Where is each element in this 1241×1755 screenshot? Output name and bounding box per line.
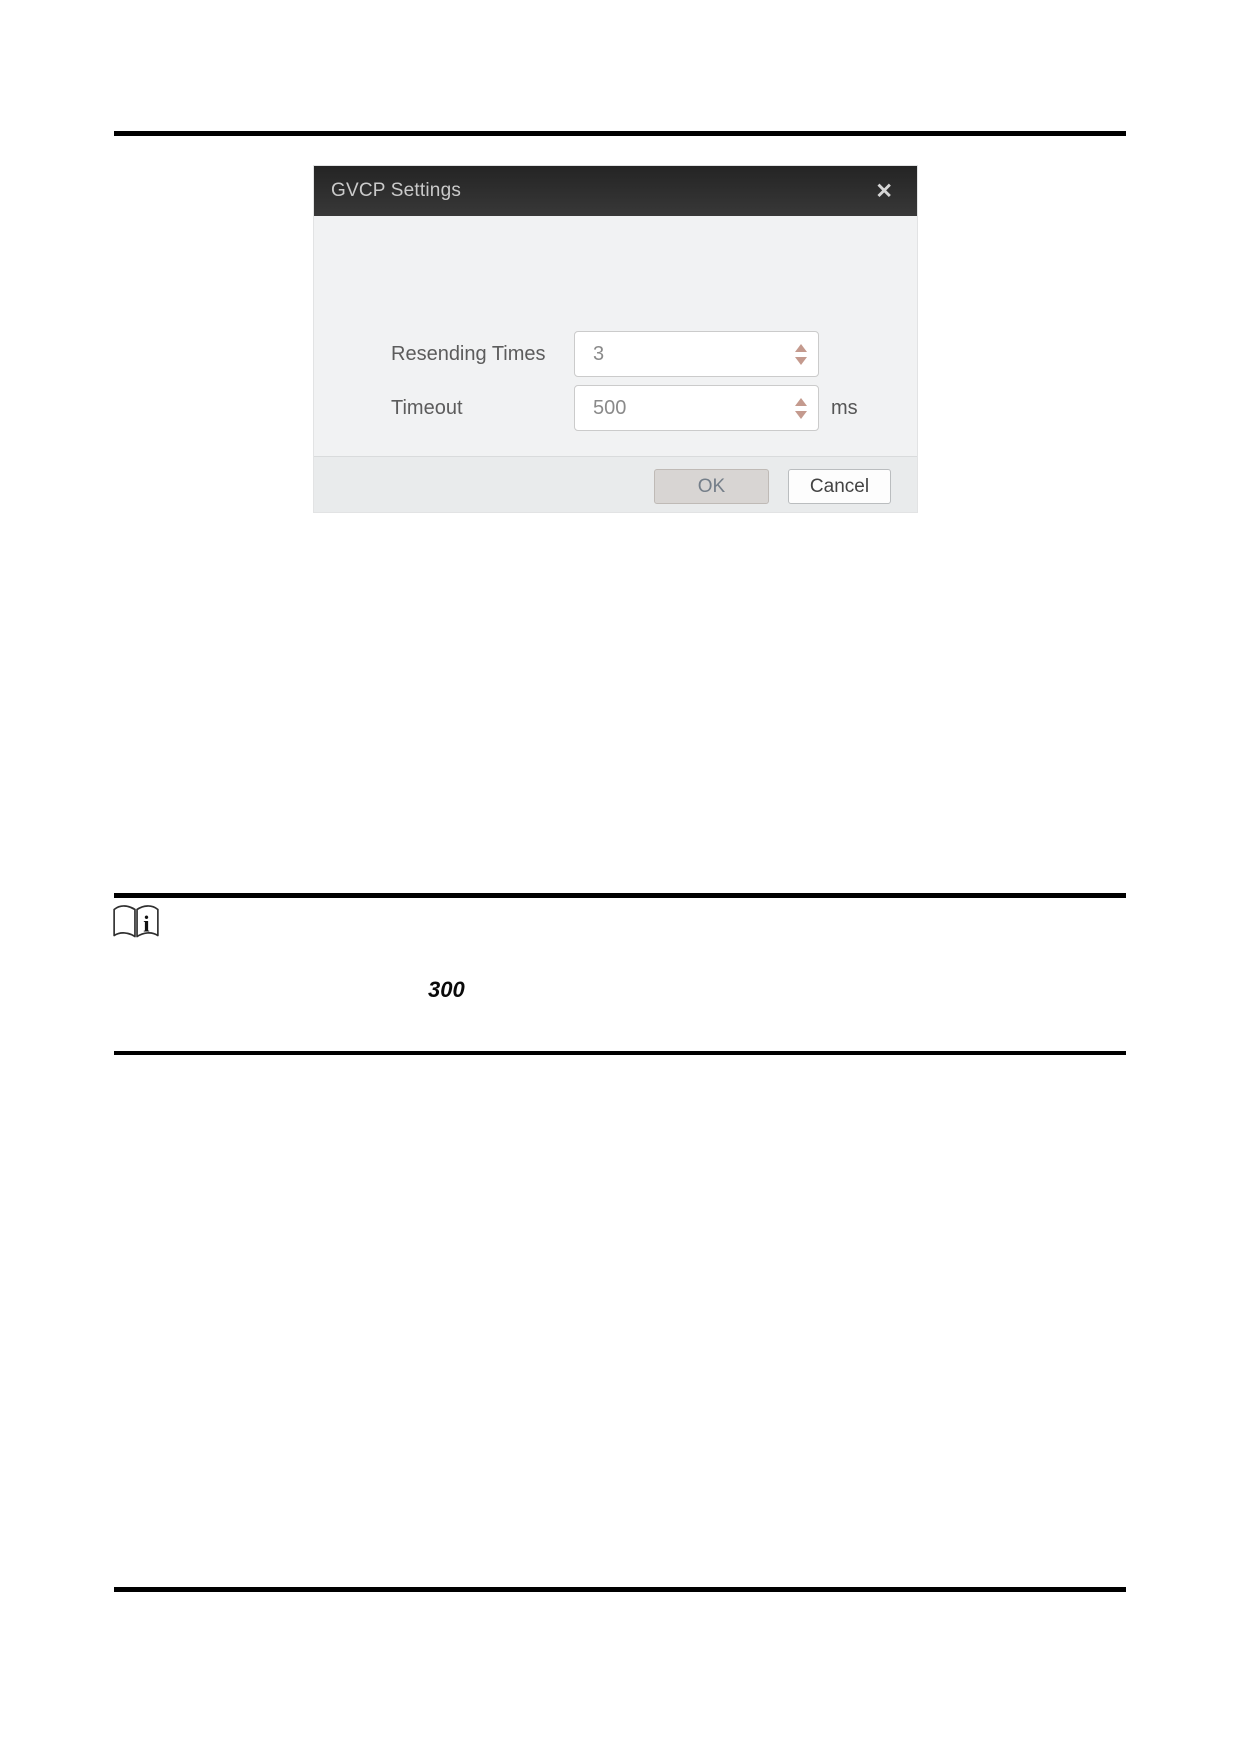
- note-top-divider: [114, 893, 1126, 898]
- note-bottom-divider: [114, 1051, 1126, 1055]
- dialog-title: GVCP Settings: [331, 180, 462, 201]
- timeout-spinner: [795, 386, 807, 430]
- timeout-input[interactable]: [574, 385, 819, 431]
- dialog-footer: [314, 456, 917, 512]
- cancel-button[interactable]: Cancel: [788, 469, 891, 504]
- top-divider: [114, 131, 1126, 136]
- resending-times-input[interactable]: [574, 331, 819, 377]
- timeout-value: 500: [593, 396, 627, 419]
- spin-down-icon[interactable]: [795, 411, 807, 419]
- dialog-body: [314, 216, 917, 456]
- gvcp-settings-dialog: [313, 165, 918, 513]
- note-book-icon: [111, 902, 161, 942]
- spin-up-icon[interactable]: [795, 344, 807, 352]
- resending-times-spinner: [795, 332, 807, 376]
- resending-times-value: 3: [593, 342, 605, 365]
- dialog-titlebar: [314, 166, 917, 216]
- spin-up-icon[interactable]: [795, 398, 807, 406]
- close-icon[interactable]: ✕: [875, 179, 893, 203]
- spin-down-icon[interactable]: [795, 357, 807, 365]
- page-bottom-divider: [114, 1587, 1126, 1592]
- svg-text:i: i: [143, 911, 150, 937]
- ok-button[interactable]: OK: [654, 469, 769, 504]
- timeout-unit-label: ms: [831, 397, 858, 419]
- timeout-label: Timeout: [391, 397, 463, 419]
- note-page-reference: 300: [428, 977, 465, 1002]
- resending-times-label: Resending Times: [391, 343, 546, 365]
